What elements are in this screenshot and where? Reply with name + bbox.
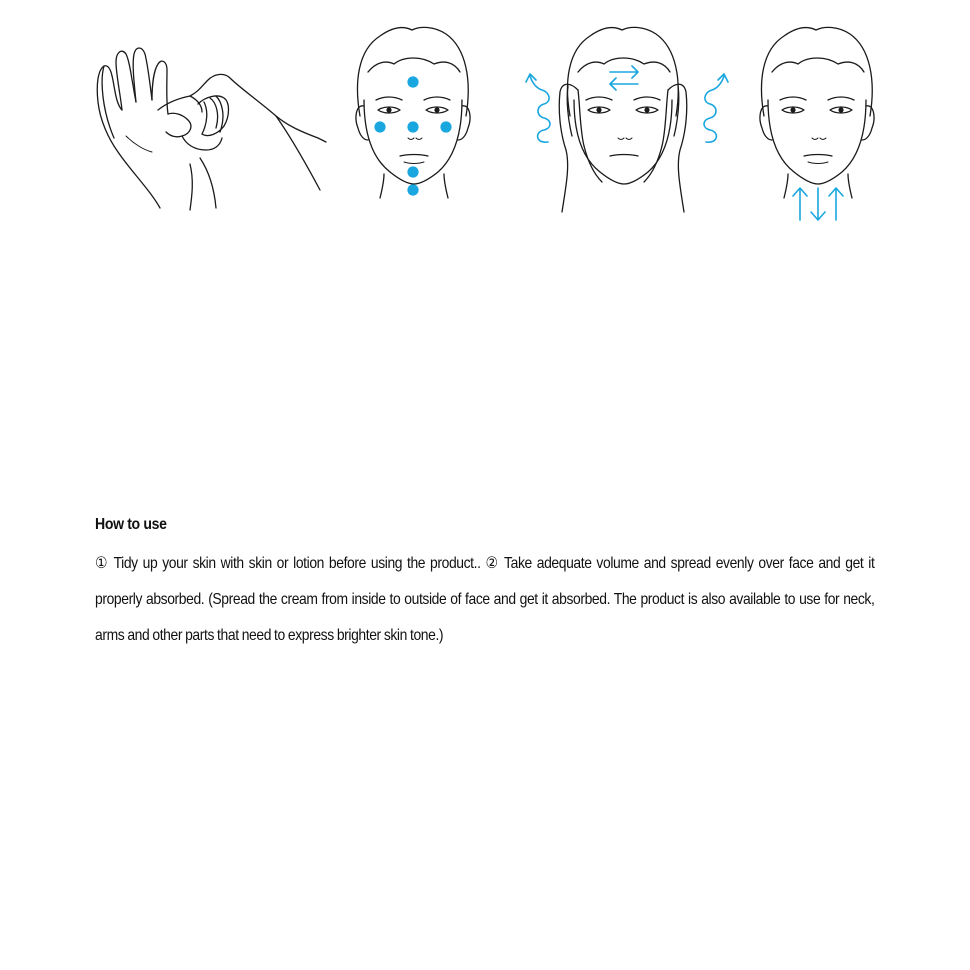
face-dot-application-icon (350, 22, 480, 212)
how-to-use-section (95, 512, 885, 654)
how-to-use-instructions: ① Tidy up your skin with skin or lotion before using the product.. ② Take adequate volume and spread evenly over face and get it properly absorbed. (Spread the cream from inside to outside of face and get it absorbed. The product is also available to use for neck, arms and other parts that need to express brighter skin tone.) (95, 555, 875, 644)
how-to-use-title: How to use (95, 516, 167, 533)
usage-illustrations (0, 0, 970, 240)
face-spread-outward-icon (522, 20, 732, 220)
hands-warming-cream-icon (90, 40, 330, 220)
neck-up-down-icon (754, 22, 884, 227)
